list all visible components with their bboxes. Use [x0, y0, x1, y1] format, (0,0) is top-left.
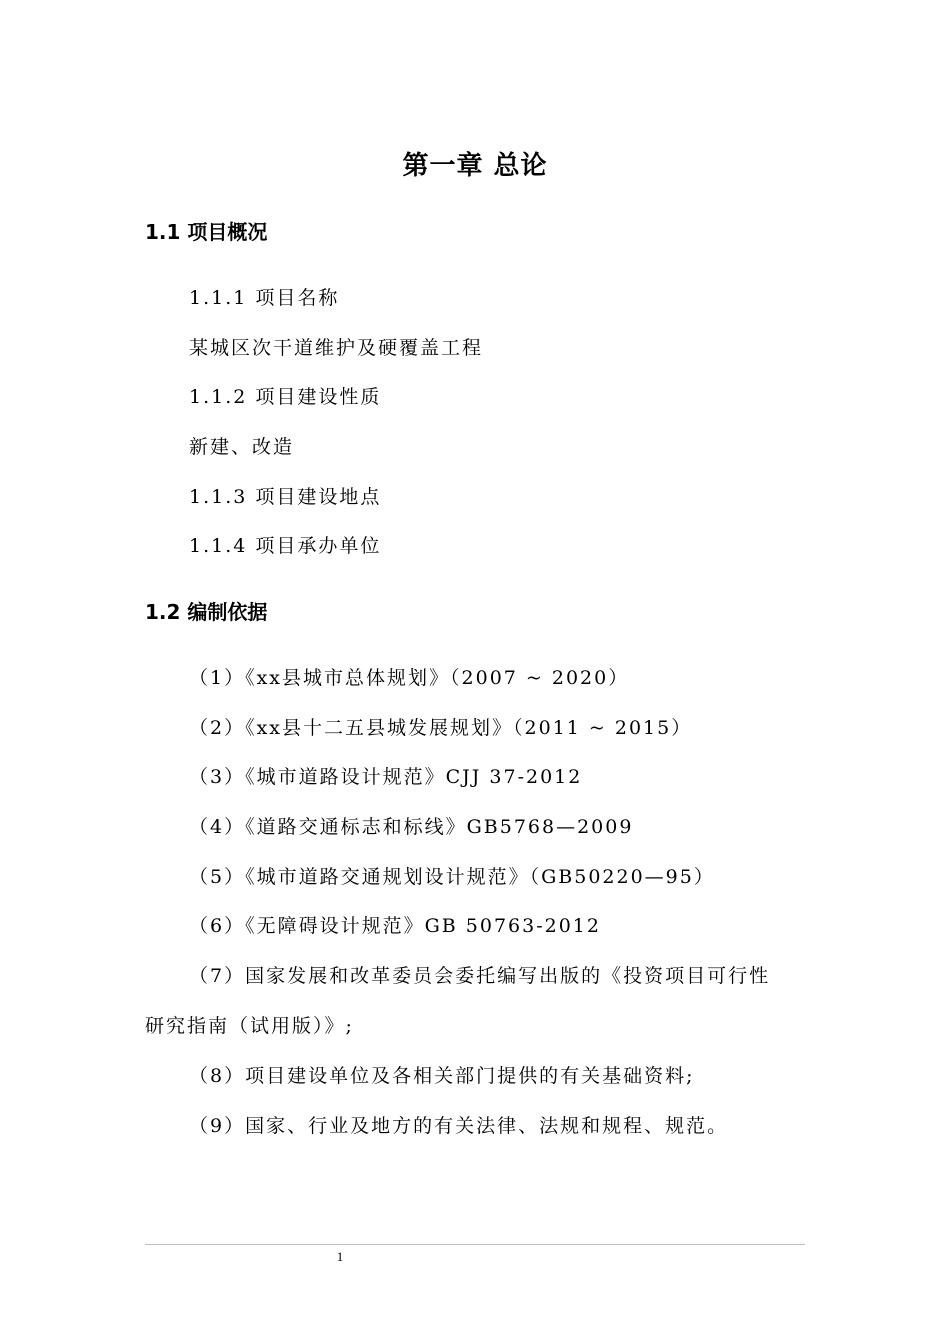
basis-item-continuation: 研究指南（试用版）》;: [145, 1015, 354, 1037]
basis-item: （6）《无障碍设计规范》GB 50763-2012: [189, 915, 601, 937]
basis-item: （2）《xx县十二五县城发展规划》（2011 ~ 2015）: [189, 717, 693, 739]
subheading-project-nature: 1.1.2 项目建设性质: [189, 386, 382, 408]
basis-item: （4）《道路交通标志和标线》GB5768—2009: [189, 816, 634, 838]
basis-item: （9）国家、行业及地方的有关法律、法规和规程、规范。: [189, 1115, 729, 1137]
subheading-project-location: 1.1.3 项目建设地点: [189, 486, 382, 508]
section-heading-overview: 1.1 项目概况: [145, 220, 268, 244]
project-nature-text: 新建、改造: [189, 436, 295, 458]
subheading-project-name: 1.1.1 项目名称: [189, 287, 340, 309]
section-heading-basis: 1.2 编制依据: [145, 600, 268, 624]
basis-item: （5）《城市道路交通规划设计规范》（GB50220—95）: [189, 866, 715, 888]
basis-item: （7）国家发展和改革委员会委托编写出版的《投资项目可行性: [189, 965, 771, 987]
footer-divider: [145, 1244, 805, 1245]
basis-item: （8）项目建设单位及各相关部门提供的有关基础资料;: [189, 1065, 695, 1087]
chapter-title: 第一章 总论: [402, 151, 548, 181]
page-number: 1: [336, 1249, 344, 1264]
basis-item: （1）《xx县城市总体规划》（2007 ~ 2020）: [189, 667, 630, 689]
subheading-project-organizer: 1.1.4 项目承办单位: [189, 535, 382, 557]
basis-item: （3）《城市道路设计规范》CJJ 37-2012: [189, 766, 583, 788]
project-name-text: 某城区次干道维护及硬覆盖工程: [189, 337, 484, 359]
